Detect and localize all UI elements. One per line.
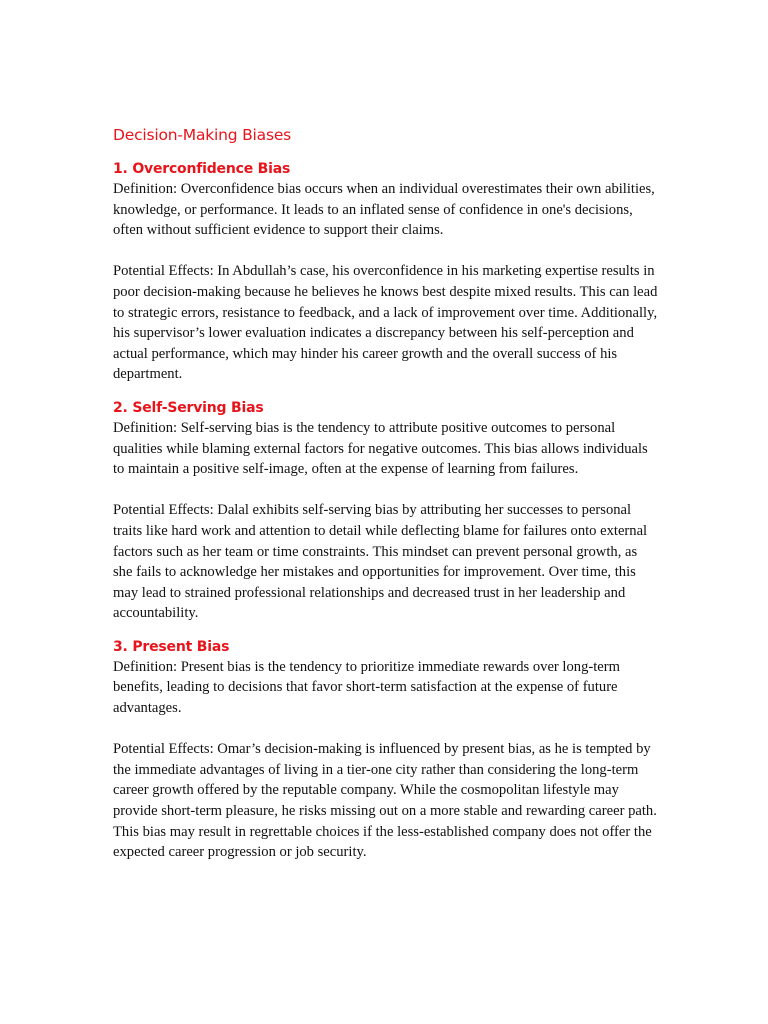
document-page — [113, 124, 658, 876]
section-heading: 2. Self-Serving Bias — [113, 399, 264, 416]
definition-paragraph: Definition: Self-serving bias is the tendency to attribute positive outcomes to personal qualities while blaming external factors for negative outcomes. This bias allows individuals to maintain a positive self-image, often at the expense of learning from failures. — [113, 419, 648, 478]
paragraph-spacer — [113, 480, 658, 501]
effects-paragraph: Potential Effects: Dalal exhibits self-serving bias by attributing her successes to personal traits like hard work and attention to detail while deflecting blame for failures onto external factors such as her team or time constraints. This mindset can prevent personal growth, as she fails to acknowledge her mistakes and opportunities for improvement. Over time, this may lead to strained professional relationships and decreased trust in her leadership and accountability. — [113, 502, 648, 622]
section-heading: 1. Overconfidence Bias — [113, 161, 291, 177]
definition-paragraph: Definition: Present bias is the tendency to prioritize immediate rewards over long-term benefits, leading to decisions that favor short-term satisfaction at the expense of future advantages. — [113, 658, 620, 717]
section-heading: 3. Present Bias — [113, 638, 230, 655]
definition-paragraph: Definition: Overconfidence bias occurs when an individual overestimates their own abilities, knowledge, or performance. It leads to an inflated sense of confidence in one's decisions, often without sufficient evidence to support their claims. — [113, 181, 655, 239]
document-title: Decision-Making Biases — [113, 126, 292, 144]
section-self-serving-bias — [113, 398, 658, 624]
section-present-bias — [113, 637, 658, 863]
paragraph-spacer — [113, 241, 658, 262]
paragraph-spacer — [113, 719, 658, 740]
effects-paragraph: Potential Effects: Omar’s decision-making is influenced by present bias, as he is tempted by the immediate advantages of living in a tier-one city rather than considering the long-term career growth offered by the reputable company. While the cosmopolitan lifestyle may provide short-term pleasure, he risks missing out on a more stable and rewarding career path. This bias may result in regrettable choices if the less-established company does not offer the expected career progression or job security. — [113, 741, 657, 861]
effects-paragraph: Potential Effects: In Abdullah’s case, his overconfidence in his marketing expertise results in poor decision-making because he believes he knows best despite mixed results. This can lead to strategic errors, resistance to feedback, and a lack of improvement over time. Additionally, his supervisor’s lower evaluation indicates a discrepancy between his self-perception and actual performance, which may hinder his career growth and the overall success of his department. — [113, 263, 658, 383]
section-overconfidence-bias — [113, 159, 658, 385]
